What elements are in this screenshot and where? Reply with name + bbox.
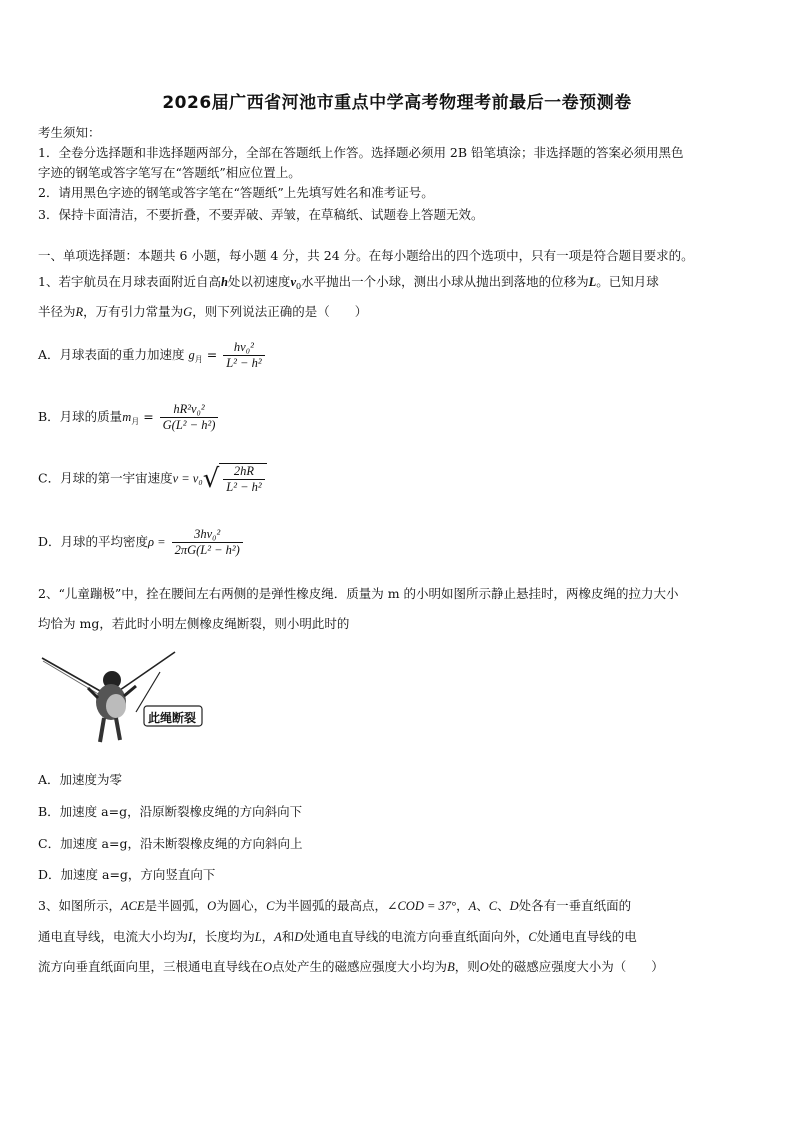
- notice-item-1b: 字迹的钢笔或答字笔写在“答题纸”相应位置上。: [38, 165, 301, 180]
- q1-option-a[interactable]: A．月球表面的重力加速度 $g_月$ = $\frac{\text{hv₀²}}{\text{L² − h²}}$: [38, 340, 267, 371]
- q2-option-d[interactable]: D．加速度 a=g，方向竖直向下: [38, 867, 216, 882]
- bungee-figure: [40, 650, 210, 750]
- q1-option-b[interactable]: B．月球的质量$m_月$ = $\frac{\text{hR²v₀²}}{\text{G(L² − h²)}}$: [38, 402, 220, 433]
- q1-option-d[interactable]: D．月球的平均密度ρ = $\frac{\text{3hv₀²}}{\text{2πG(L² − h²)}}$: [38, 527, 245, 558]
- q2-option-a[interactable]: A．加速度为零: [38, 772, 123, 787]
- q2-option-c[interactable]: C．加速度 a=g，沿未断裂橡皮绳的方向斜向上: [38, 836, 303, 851]
- figure-label: 此绳断裂: [148, 711, 197, 725]
- q2-line-2: 均恰为 mg，若此时小明左侧橡皮绳断裂，则小明此时的: [38, 616, 350, 631]
- notice-item-2: 2．请用黑色字迹的钢笔或答字笔在“答题纸”上先填写姓名和准考证号。: [38, 185, 434, 200]
- q2-option-b[interactable]: B．加速度 a=g，沿原断裂橡皮绳的方向斜向下: [38, 804, 303, 819]
- page-title: 2026届广西省河池市重点中学高考物理考前最后一卷预测卷: [162, 93, 632, 113]
- notice-item-1a: 1．全卷分选择题和非选择题两部分，全部在答题纸上作答。选择题必须用 2B 铅笔填涂；非选择题的答案必须用黑色: [38, 145, 684, 160]
- q1-line-1: 1、若宇航员在月球表面附近自高h处以初速度$v_0$水平抛出一个小球，测出小球从抛出到落地的位移为L。已知月球: [38, 274, 659, 291]
- q1-line-2: 半径为R，万有引力常量为G，则下列说法正确的是（ ）: [38, 304, 368, 319]
- q3-line-1: 3、如图所示，ACE是半圆弧，O为圆心，C为半圆弧的最高点，∠COD = 37°，A、C、D处各有一垂直纸面的: [38, 898, 632, 913]
- q3-line-2: 通电直导线，电流大小均为I，长度均为L，A和D处通电直导线的电流方向垂直纸面向外，C处通电直导线的电: [38, 929, 637, 944]
- notice-heading: 考生须知：: [38, 125, 101, 140]
- q3-line-3: 流方向垂直纸面向里，三根通电直导线在O点处产生的磁感应强度大小均为B，则O处的磁感应强度大小为（ ）: [38, 959, 664, 974]
- q2-line-1: 2、“儿童蹦极”中，拴在腰间左右两侧的是弹性橡皮绳．质量为 m 的小明如图所示静止悬挂时，两橡皮绳的拉力大小: [38, 586, 679, 601]
- section-1-heading: 一、单项选择题：本题共 6 小题，每小题 4 分，共 24 分。在每小题给出的四个选项中，只有一项是符合题目要求的。: [38, 248, 694, 263]
- notice-item-3: 3．保持卡面清洁，不要折叠，不要弄破、弄皱，在草稿纸、试题卷上答题无效。: [38, 207, 484, 222]
- child-bungee-image: [40, 650, 210, 750]
- q1-option-c[interactable]: C．月球的第一宇宙速度v = v₀√ $\frac{2hR}{\text{L² − h²}}$: [38, 463, 267, 495]
